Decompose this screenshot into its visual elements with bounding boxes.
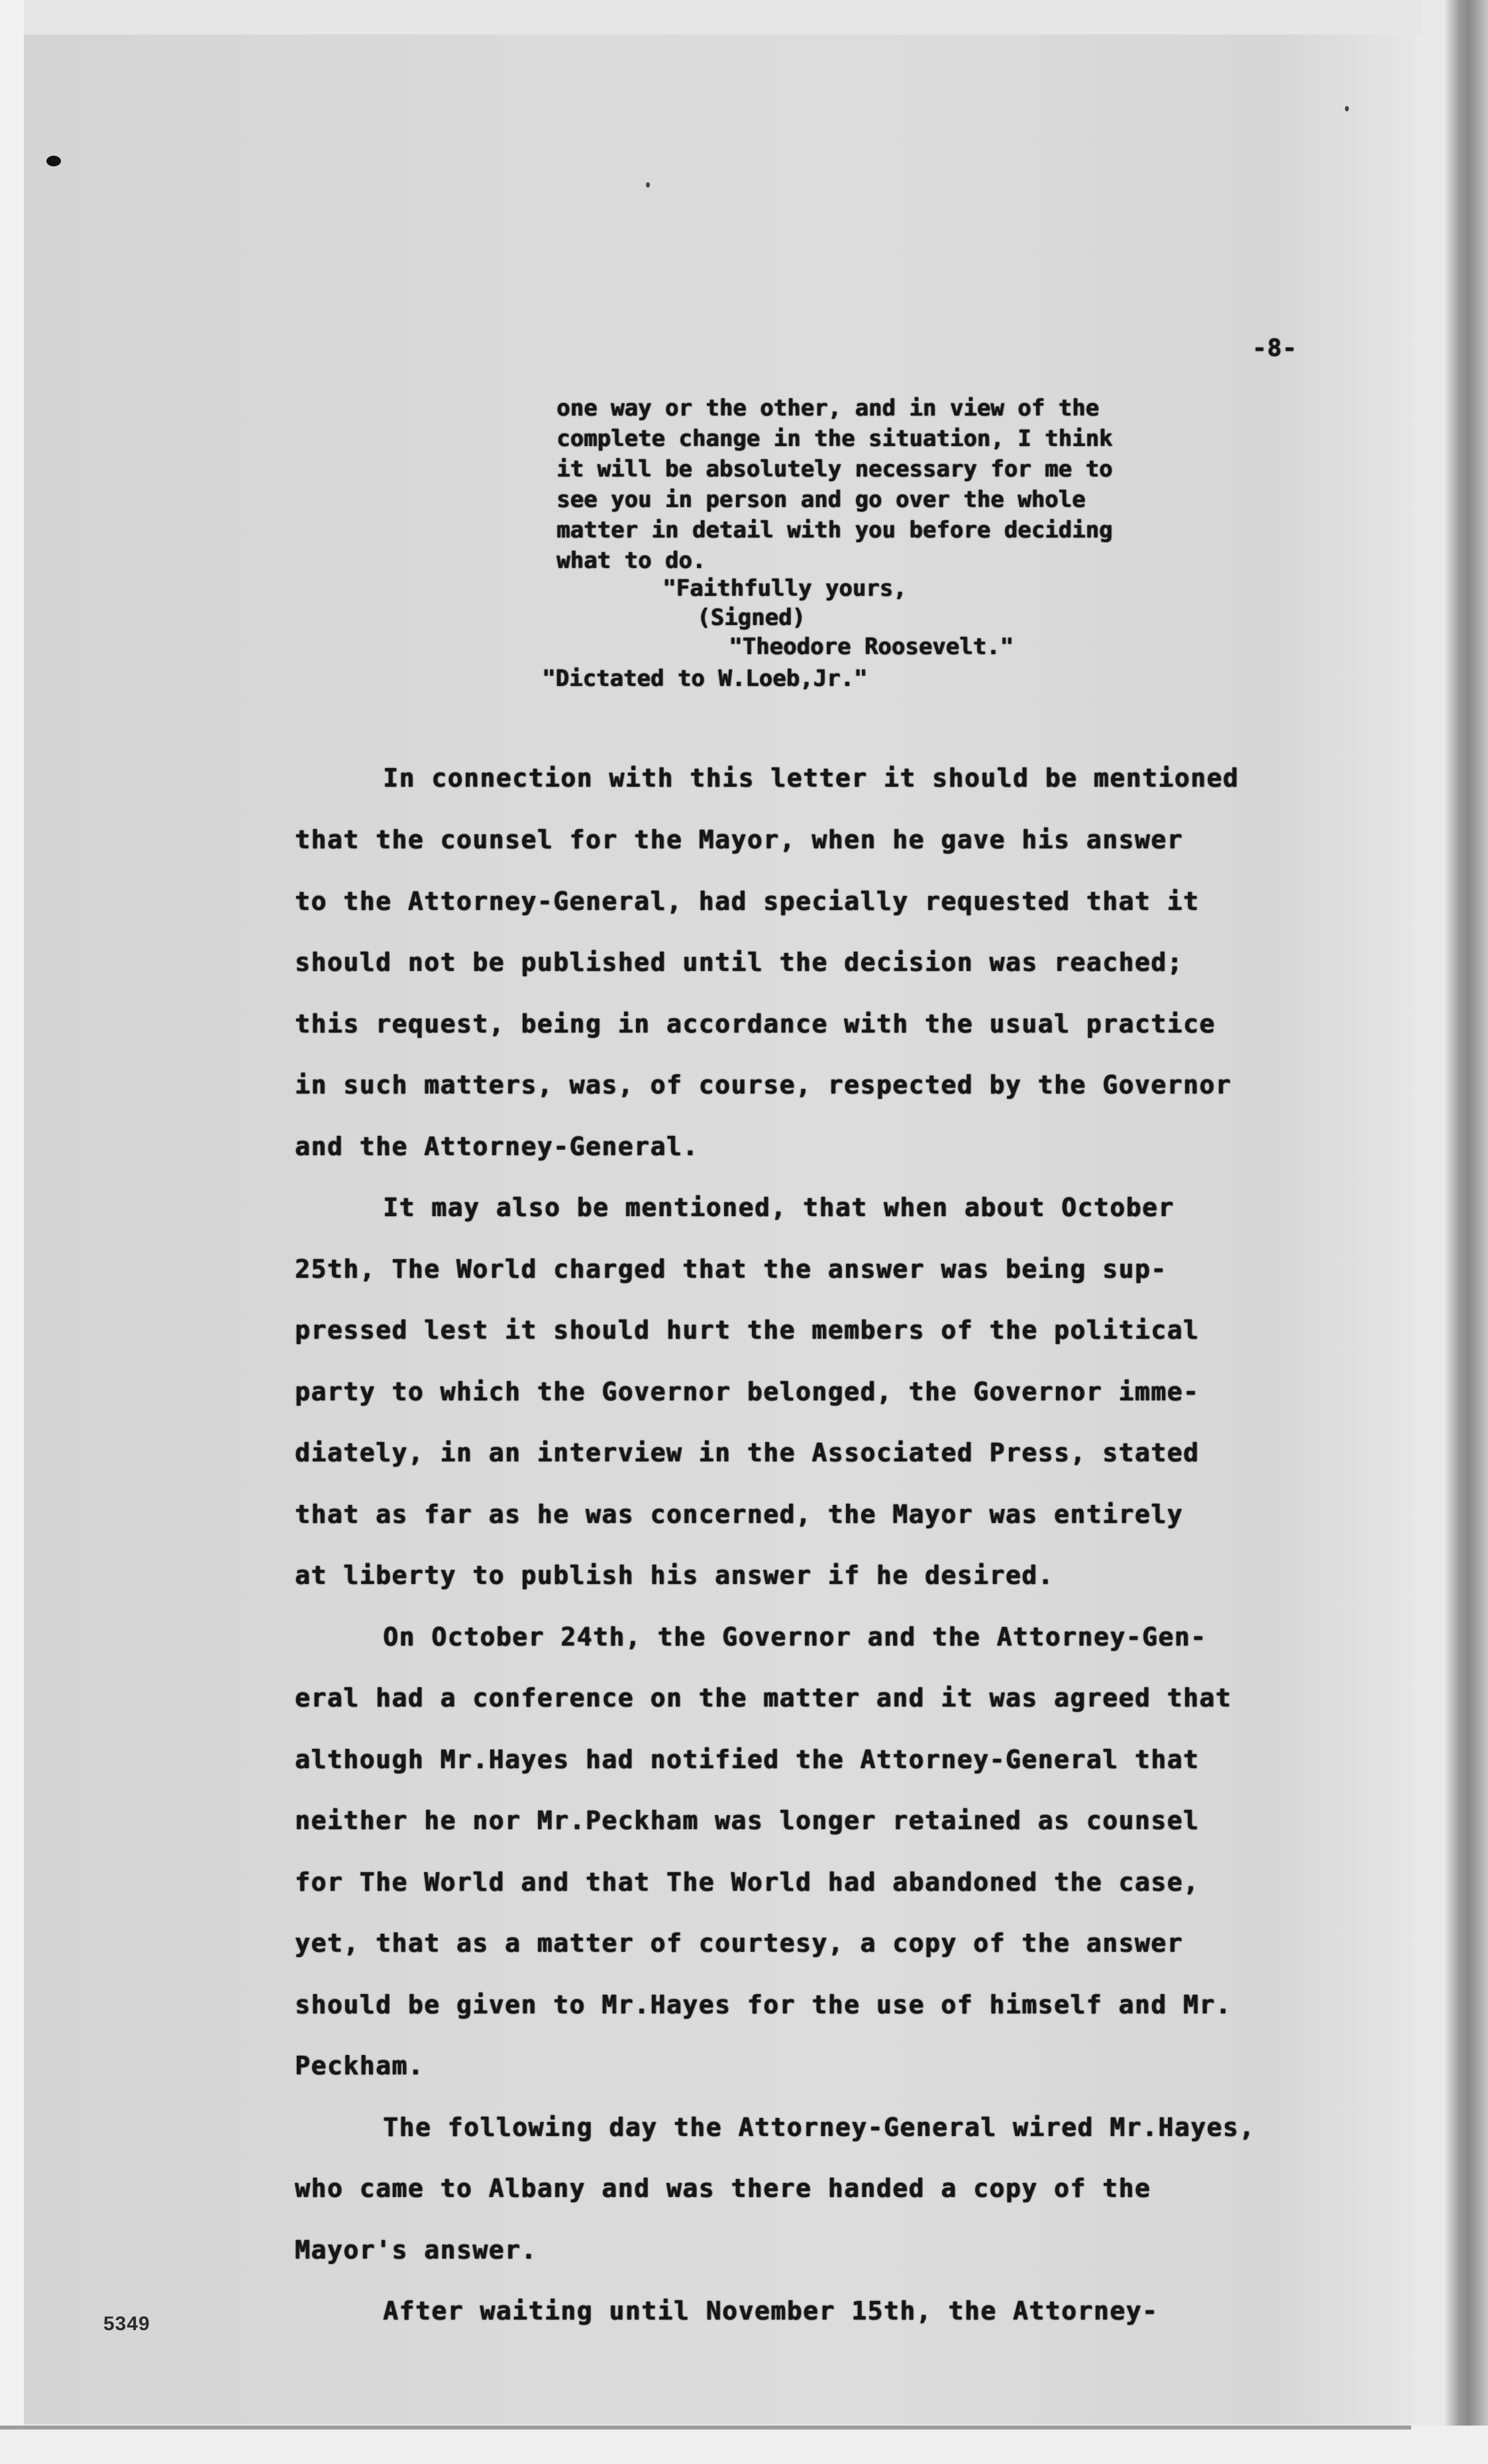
body-line: that the counsel for the Mayor, when he gave his answer — [295, 825, 1183, 854]
body-line: yet, that as a matter of courtesy, a copy of the answer — [295, 1929, 1183, 1958]
body-line: pressed lest it should hurt the members of the political — [295, 1316, 1200, 1345]
archive-stamp-number: 5349 — [103, 2313, 150, 2335]
body-line: neither he nor Mr.Peckham was longer retained as counsel — [295, 1806, 1200, 1835]
body-line: It may also be mentioned, that when about October — [383, 1193, 1175, 1222]
scan-bottom-margin — [0, 2426, 1488, 2464]
body-line: this request, being in accordance with the usual practice — [295, 1009, 1216, 1038]
body-line: party to which the Governor belonged, the Governor imme- — [295, 1377, 1200, 1406]
letter-line: complete change in the situation, I think — [557, 425, 1113, 452]
scan-left-margin — [0, 0, 24, 2464]
body-line: to the Attorney-General, had specially requested that it — [295, 887, 1200, 916]
ink-speck — [1345, 106, 1349, 111]
signed-note: (Signed) — [697, 604, 806, 631]
page-bottom-edge — [0, 2426, 1411, 2430]
body-line: In connection with this letter it should be mentioned — [383, 763, 1240, 793]
letter-line: see you in person and go over the whole — [557, 486, 1086, 513]
body-line: diately, in an interview in the Associated Press, stated — [295, 1438, 1200, 1467]
scan-top-margin — [24, 0, 1422, 34]
dictation-note: "Dictated to W.Loeb,Jr." — [542, 665, 868, 692]
page-number: -8- — [1252, 335, 1298, 362]
body-line: although Mr.Hayes had notified the Attorney-General that — [295, 1745, 1200, 1774]
ink-blot-mark — [46, 156, 61, 166]
signature: "Theodore Roosevelt." — [729, 634, 1014, 660]
body-line: for The World and that The World had abandoned the case, — [295, 1868, 1200, 1897]
body-line: The following day the Attorney-General wired Mr.Hayes, — [383, 2113, 1255, 2142]
scan-right-edge-shadow — [1444, 0, 1488, 2445]
body-line: at liberty to publish his answer if he desired. — [295, 1561, 1054, 1590]
letter-line: it will be absolutely necessary for me to — [557, 456, 1113, 482]
body-line: Mayor's answer. — [295, 2235, 537, 2265]
ink-speck — [646, 182, 650, 188]
body-line: who came to Albany and was there handed a copy of the — [295, 2174, 1151, 2203]
document-page — [24, 34, 1415, 2424]
body-line: 25th, The World charged that the answer was being sup- — [295, 1255, 1167, 1284]
body-line: eral had a conference on the matter and it was agreed that — [295, 1683, 1232, 1712]
letter-line: one way or the other, and in view of the — [557, 395, 1099, 421]
body-line: Peckham. — [295, 2051, 425, 2080]
body-line: and the Attorney-General. — [295, 1132, 699, 1161]
body-line: After waiting until November 15th, the Attorney- — [383, 2296, 1159, 2325]
body-line: that as far as he was concerned, the Mayor was entirely — [295, 1500, 1183, 1529]
body-line: in such matters, was, of course, respected by the Governor — [295, 1070, 1232, 1099]
letter-line: what to do. — [557, 547, 706, 574]
body-line: should be given to Mr.Hayes for the use of himself and Mr. — [295, 1990, 1232, 2019]
letter-line: matter in detail with you before deciding — [557, 517, 1113, 543]
body-line: On October 24th, the Governor and the Attorney-Gen- — [383, 1622, 1207, 1652]
letter-closing: "Faithfully yours, — [663, 575, 907, 602]
body-line: should not be published until the decision was reached; — [295, 948, 1183, 977]
